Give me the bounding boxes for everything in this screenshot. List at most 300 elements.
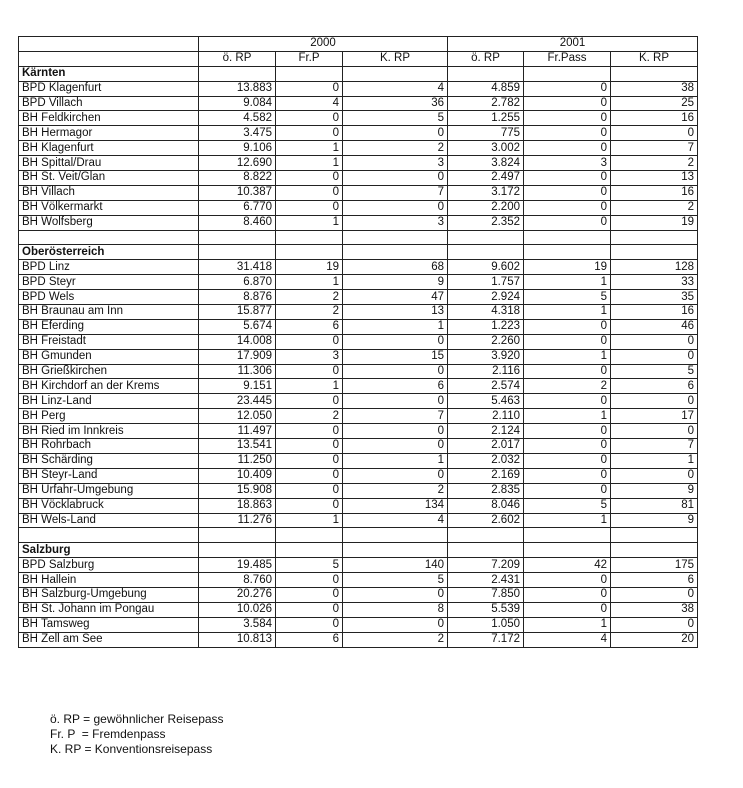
value-cell: 19 [524, 260, 611, 275]
authority-name: BH St. Johann im Pongau [19, 602, 199, 617]
value-cell: 0 [611, 394, 698, 409]
authority-name: BH Gmunden [19, 349, 199, 364]
table-row [19, 439, 698, 454]
value-cell: 2 [276, 290, 343, 305]
value-cell: 7 [611, 141, 698, 156]
value-cell: 10.387 [199, 185, 276, 200]
authority-name: BH Villach [19, 185, 199, 200]
value-cell: 140 [343, 558, 448, 573]
value-cell: 0 [276, 498, 343, 513]
value-cell: 0 [276, 394, 343, 409]
value-cell: 3 [524, 156, 611, 171]
value-cell: 7.209 [448, 558, 524, 573]
value-cell: 6.770 [199, 200, 276, 215]
value-cell: 5 [611, 364, 698, 379]
value-cell: 7.172 [448, 632, 524, 647]
table-row [19, 290, 698, 305]
table-row [19, 453, 698, 468]
value-cell: 2.032 [448, 453, 524, 468]
value-cell: 10.813 [199, 632, 276, 647]
value-cell: 1 [276, 215, 343, 230]
value-cell: 1.255 [448, 111, 524, 126]
value-cell: 7 [343, 185, 448, 200]
empty-cell [611, 528, 698, 543]
value-cell: 2.431 [448, 573, 524, 588]
empty-cell [524, 245, 611, 260]
table-row [19, 364, 698, 379]
corner-cell [19, 51, 199, 66]
table-row [19, 126, 698, 141]
value-cell: 0 [276, 126, 343, 141]
value-cell: 20.276 [199, 587, 276, 602]
value-cell: 4 [343, 513, 448, 528]
value-cell: 3 [343, 215, 448, 230]
authority-name: BH Rohrbach [19, 439, 199, 454]
value-cell: 35 [611, 290, 698, 305]
value-cell: 0 [524, 81, 611, 96]
value-cell: 0 [524, 141, 611, 156]
value-cell: 6 [343, 379, 448, 394]
legend-item: K. RP = Konventionsreisepass [50, 742, 213, 756]
value-cell: 11.306 [199, 364, 276, 379]
authority-name: BPD Villach [19, 96, 199, 111]
value-cell: 2.574 [448, 379, 524, 394]
table-row [19, 409, 698, 424]
value-cell: 0 [276, 439, 343, 454]
year-header-row [19, 37, 698, 52]
value-cell: 13 [611, 171, 698, 186]
value-cell: 38 [611, 602, 698, 617]
empty-cell [199, 528, 276, 543]
value-cell: 0 [343, 334, 448, 349]
value-cell: 0 [276, 364, 343, 379]
section-header-row [19, 66, 698, 81]
value-cell: 0 [276, 617, 343, 632]
empty-cell [276, 66, 343, 81]
empty-cell [524, 230, 611, 245]
empty-cell [343, 245, 448, 260]
value-cell: 19.485 [199, 558, 276, 573]
value-cell: 128 [611, 260, 698, 275]
value-cell: 0 [343, 364, 448, 379]
value-cell: 0 [524, 126, 611, 141]
value-cell: 19 [276, 260, 343, 275]
table-row [19, 379, 698, 394]
authority-name: BPD Salzburg [19, 558, 199, 573]
column-header: Fr.P [276, 51, 343, 66]
value-cell: 1 [276, 141, 343, 156]
value-cell: 1 [524, 305, 611, 320]
value-cell: 16 [611, 111, 698, 126]
empty-cell [276, 528, 343, 543]
empty-cell [448, 245, 524, 260]
value-cell: 10.409 [199, 468, 276, 483]
authority-name: BH Urfahr-Umgebung [19, 483, 199, 498]
value-cell: 20 [611, 632, 698, 647]
value-cell: 0 [524, 319, 611, 334]
empty-cell [524, 66, 611, 81]
value-cell: 36 [343, 96, 448, 111]
value-cell: 5 [343, 573, 448, 588]
value-cell: 0 [524, 468, 611, 483]
value-cell: 0 [276, 334, 343, 349]
authority-name: BH Salzburg-Umgebung [19, 587, 199, 602]
value-cell: 4 [524, 632, 611, 647]
section-title: Oberösterreich [19, 245, 199, 260]
empty-cell [448, 543, 524, 558]
value-cell: 6 [276, 632, 343, 647]
value-cell: 0 [343, 587, 448, 602]
value-cell: 775 [448, 126, 524, 141]
value-cell: 0 [611, 468, 698, 483]
value-cell: 17 [611, 409, 698, 424]
value-cell: 3.475 [199, 126, 276, 141]
table-row [19, 587, 698, 602]
empty-cell [524, 543, 611, 558]
authority-name: BH Freistadt [19, 334, 199, 349]
value-cell: 7 [343, 409, 448, 424]
value-cell: 4 [343, 81, 448, 96]
value-cell: 0 [611, 424, 698, 439]
value-cell: 0 [524, 453, 611, 468]
column-header: K. RP [343, 51, 448, 66]
value-cell: 0 [524, 573, 611, 588]
value-cell: 1.757 [448, 275, 524, 290]
value-cell: 11.497 [199, 424, 276, 439]
value-cell: 8 [343, 602, 448, 617]
value-cell: 0 [611, 587, 698, 602]
value-cell: 0 [343, 617, 448, 632]
value-cell: 0 [343, 394, 448, 409]
value-cell: 2 [343, 141, 448, 156]
value-cell: 0 [524, 334, 611, 349]
value-cell: 0 [276, 185, 343, 200]
value-cell: 1 [343, 453, 448, 468]
empty-cell [19, 528, 199, 543]
value-cell: 2 [276, 409, 343, 424]
value-cell: 5.463 [448, 394, 524, 409]
value-cell: 1 [611, 453, 698, 468]
value-cell: 0 [524, 111, 611, 126]
empty-cell [611, 66, 698, 81]
table-row [19, 468, 698, 483]
empty-cell [276, 543, 343, 558]
value-cell: 25 [611, 96, 698, 111]
value-cell: 4 [276, 96, 343, 111]
authority-name: BH Wels-Land [19, 513, 199, 528]
value-cell: 11.276 [199, 513, 276, 528]
value-cell: 47 [343, 290, 448, 305]
empty-cell [611, 245, 698, 260]
value-cell: 0 [343, 468, 448, 483]
value-cell: 3 [276, 349, 343, 364]
section-title: Kärnten [19, 66, 199, 81]
value-cell: 4.582 [199, 111, 276, 126]
year-header-2000: 2000 [199, 37, 448, 52]
value-cell: 0 [276, 424, 343, 439]
value-cell: 5.674 [199, 319, 276, 334]
value-cell: 1 [524, 513, 611, 528]
value-cell: 134 [343, 498, 448, 513]
table-row [19, 215, 698, 230]
value-cell: 5 [276, 558, 343, 573]
value-cell: 2.017 [448, 439, 524, 454]
value-cell: 0 [343, 439, 448, 454]
value-cell: 1 [524, 275, 611, 290]
column-header-row [19, 51, 698, 66]
empty-cell [276, 245, 343, 260]
value-cell: 0 [276, 602, 343, 617]
value-cell: 2.124 [448, 424, 524, 439]
value-cell: 0 [343, 126, 448, 141]
table-row [19, 558, 698, 573]
value-cell: 0 [524, 424, 611, 439]
value-cell: 3 [343, 156, 448, 171]
value-cell: 0 [524, 171, 611, 186]
value-cell: 2 [343, 632, 448, 647]
table-row [19, 200, 698, 215]
value-cell: 5 [524, 498, 611, 513]
table-row [19, 617, 698, 632]
column-header: Fr.Pass [524, 51, 611, 66]
value-cell: 175 [611, 558, 698, 573]
value-cell: 2.497 [448, 171, 524, 186]
value-cell: 2.782 [448, 96, 524, 111]
value-cell: 38 [611, 81, 698, 96]
value-cell: 0 [276, 453, 343, 468]
authority-name: BH Schärding [19, 453, 199, 468]
value-cell: 2 [611, 200, 698, 215]
value-cell: 0 [611, 349, 698, 364]
value-cell: 6 [611, 379, 698, 394]
value-cell: 0 [276, 573, 343, 588]
year-header-2001: 2001 [448, 37, 698, 52]
value-cell: 9.602 [448, 260, 524, 275]
value-cell: 0 [343, 200, 448, 215]
value-cell: 0 [524, 200, 611, 215]
table-row [19, 632, 698, 647]
value-cell: 1 [524, 409, 611, 424]
authority-name: BH Ried im Innkreis [19, 424, 199, 439]
spacer-row [19, 528, 698, 543]
value-cell: 0 [524, 215, 611, 230]
value-cell: 2.116 [448, 364, 524, 379]
table-row [19, 573, 698, 588]
table-row [19, 185, 698, 200]
value-cell: 5 [524, 290, 611, 305]
value-cell: 2.924 [448, 290, 524, 305]
table-row [19, 111, 698, 126]
value-cell: 16 [611, 305, 698, 320]
authority-name: BH Vöcklabruck [19, 498, 199, 513]
value-cell: 8.460 [199, 215, 276, 230]
authority-name: BH Spittal/Drau [19, 156, 199, 171]
table-row [19, 156, 698, 171]
table-row [19, 394, 698, 409]
table-row [19, 513, 698, 528]
value-cell: 14.008 [199, 334, 276, 349]
value-cell: 0 [276, 81, 343, 96]
authority-name: BH Perg [19, 409, 199, 424]
table-row [19, 349, 698, 364]
value-cell: 2.260 [448, 334, 524, 349]
authority-name: BH Grießkirchen [19, 364, 199, 379]
authority-name: BPD Wels [19, 290, 199, 305]
value-cell: 0 [611, 334, 698, 349]
value-cell: 68 [343, 260, 448, 275]
table-row [19, 81, 698, 96]
section-title: Salzburg [19, 543, 199, 558]
table-row [19, 96, 698, 111]
empty-cell [343, 543, 448, 558]
value-cell: 3.172 [448, 185, 524, 200]
value-cell: 9.106 [199, 141, 276, 156]
value-cell: 5.539 [448, 602, 524, 617]
authority-name: BH St. Veit/Glan [19, 171, 199, 186]
table-row [19, 483, 698, 498]
empty-cell [448, 528, 524, 543]
value-cell: 9 [343, 275, 448, 290]
value-cell: 0 [343, 424, 448, 439]
authority-name: BH Tamsweg [19, 617, 199, 632]
value-cell: 3.824 [448, 156, 524, 171]
value-cell: 2 [343, 483, 448, 498]
value-cell: 2 [524, 379, 611, 394]
value-cell: 8.822 [199, 171, 276, 186]
value-cell: 11.250 [199, 453, 276, 468]
authority-name: BPD Steyr [19, 275, 199, 290]
table-row [19, 424, 698, 439]
value-cell: 15 [343, 349, 448, 364]
authority-name: BH Eferding [19, 319, 199, 334]
authority-name: BH Hermagor [19, 126, 199, 141]
section-header-row [19, 543, 698, 558]
value-cell: 16 [611, 185, 698, 200]
value-cell: 6 [276, 319, 343, 334]
value-cell: 0 [524, 602, 611, 617]
authority-name: BH Völkermarkt [19, 200, 199, 215]
value-cell: 0 [276, 483, 343, 498]
authority-name: BH Klagenfurt [19, 141, 199, 156]
value-cell: 9 [611, 483, 698, 498]
empty-cell [199, 245, 276, 260]
table-row [19, 305, 698, 320]
authority-name: BH Linz-Land [19, 394, 199, 409]
table-row [19, 275, 698, 290]
value-cell: 1 [276, 275, 343, 290]
value-cell: 0 [524, 439, 611, 454]
empty-cell [276, 230, 343, 245]
value-cell: 9.084 [199, 96, 276, 111]
empty-cell [199, 230, 276, 245]
authority-name: BH Zell am See [19, 632, 199, 647]
empty-cell [448, 66, 524, 81]
value-cell: 8.760 [199, 573, 276, 588]
corner-cell [19, 37, 199, 52]
empty-cell [199, 543, 276, 558]
value-cell: 8.876 [199, 290, 276, 305]
value-cell: 0 [524, 394, 611, 409]
value-cell: 1 [524, 349, 611, 364]
empty-cell [199, 66, 276, 81]
value-cell: 6 [611, 573, 698, 588]
value-cell: 33 [611, 275, 698, 290]
empty-cell [343, 230, 448, 245]
value-cell: 1.223 [448, 319, 524, 334]
value-cell: 1 [276, 379, 343, 394]
value-cell: 13.541 [199, 439, 276, 454]
value-cell: 31.418 [199, 260, 276, 275]
value-cell: 19 [611, 215, 698, 230]
value-cell: 0 [524, 483, 611, 498]
value-cell: 5 [343, 111, 448, 126]
value-cell: 0 [276, 171, 343, 186]
value-cell: 1 [276, 513, 343, 528]
value-cell: 0 [524, 587, 611, 602]
value-cell: 0 [611, 617, 698, 632]
value-cell: 1 [524, 617, 611, 632]
value-cell: 9 [611, 513, 698, 528]
table-row [19, 260, 698, 275]
value-cell: 6.870 [199, 275, 276, 290]
table-row [19, 602, 698, 617]
value-cell: 1 [276, 156, 343, 171]
authority-name: BH Steyr-Land [19, 468, 199, 483]
value-cell: 2.352 [448, 215, 524, 230]
table-row [19, 141, 698, 156]
empty-cell [611, 543, 698, 558]
value-cell: 3.920 [448, 349, 524, 364]
value-cell: 4.859 [448, 81, 524, 96]
value-cell: 1 [343, 319, 448, 334]
value-cell: 42 [524, 558, 611, 573]
spacer-row [19, 230, 698, 245]
abbreviation-legend [50, 712, 224, 757]
value-cell: 0 [343, 171, 448, 186]
table-row [19, 334, 698, 349]
value-cell: 18.863 [199, 498, 276, 513]
value-cell: 0 [276, 587, 343, 602]
empty-cell [611, 230, 698, 245]
value-cell: 8.046 [448, 498, 524, 513]
authority-name: BPD Klagenfurt [19, 81, 199, 96]
value-cell: 0 [524, 185, 611, 200]
empty-cell [524, 528, 611, 543]
column-header: ö. RP [448, 51, 524, 66]
value-cell: 15.908 [199, 483, 276, 498]
authority-name: BH Hallein [19, 573, 199, 588]
value-cell: 23.445 [199, 394, 276, 409]
value-cell: 2 [276, 305, 343, 320]
passport-statistics-table [18, 36, 698, 648]
table-row [19, 498, 698, 513]
value-cell: 1.050 [448, 617, 524, 632]
value-cell: 0 [524, 96, 611, 111]
column-header: K. RP [611, 51, 698, 66]
value-cell: 4.318 [448, 305, 524, 320]
authority-name: BH Braunau am Inn [19, 305, 199, 320]
value-cell: 81 [611, 498, 698, 513]
value-cell: 2.169 [448, 468, 524, 483]
authority-name: BH Kirchdorf an der Krems [19, 379, 199, 394]
empty-cell [343, 66, 448, 81]
section-header-row [19, 245, 698, 260]
empty-cell [448, 230, 524, 245]
value-cell: 10.026 [199, 602, 276, 617]
value-cell: 15.877 [199, 305, 276, 320]
column-header: ö. RP [199, 51, 276, 66]
empty-cell [343, 528, 448, 543]
